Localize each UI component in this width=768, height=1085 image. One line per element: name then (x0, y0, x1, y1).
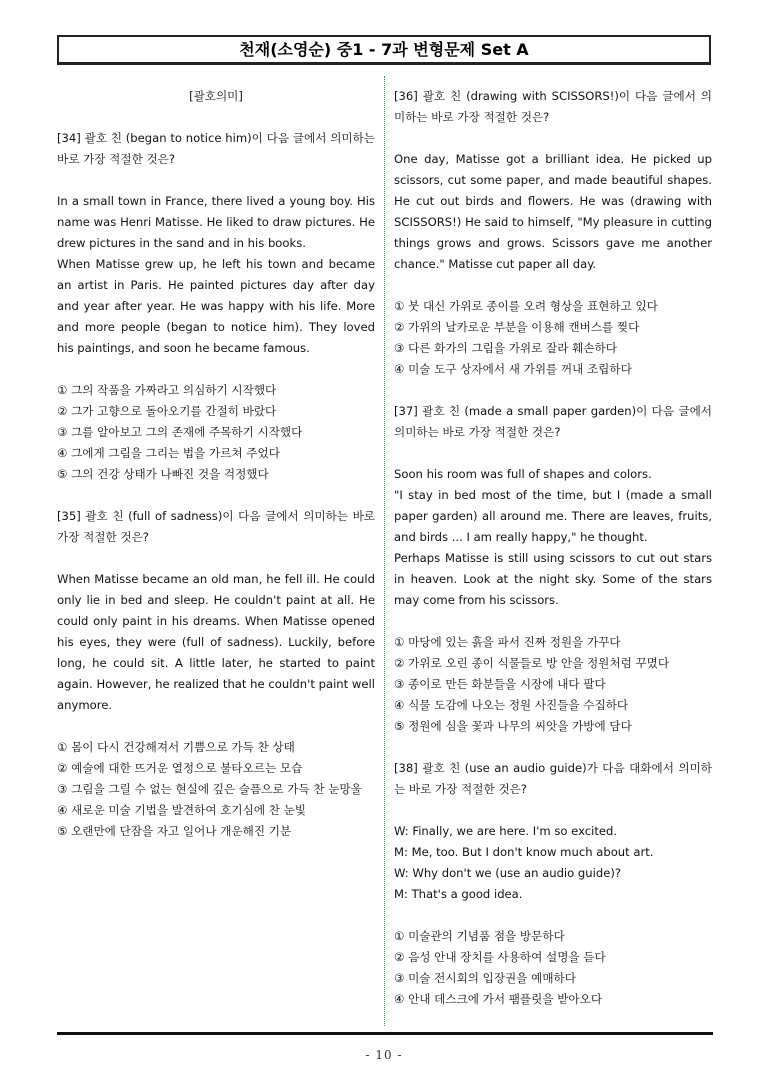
dialogue-line: W: Why don't we (use an audio guide)? (394, 866, 622, 880)
question-35-option: ② 예술에 대한 뜨거운 열정으로 불타오르는 모습 (57, 761, 303, 775)
question-35-option: ⑤ 오랜만에 단잠을 자고 일어나 개운해진 기분 (57, 824, 292, 838)
question-36-option: ② 가위의 날카로운 부분을 이용해 캔버스를 찢다 (394, 320, 640, 334)
right-column (394, 86, 712, 1010)
question-38-option: ③ 미술 전시회의 입장권을 예매하다 (394, 971, 576, 985)
page-title: 천재(소영순) 중1 - 7과 변형문제 Set A (57, 35, 711, 65)
question-34-option: ④ 그에게 그림을 그리는 법을 가르쳐 주었다 (57, 446, 280, 460)
question-36-option: ③ 다른 화가의 그림을 가위로 잘라 훼손하다 (394, 341, 617, 355)
question-37-option: ① 마당에 있는 흙을 파서 진짜 정원을 가꾸다 (394, 635, 621, 649)
question-38-option: ② 음성 안내 장치를 사용하여 설명을 듣다 (394, 950, 606, 964)
question-38-prompt: [38] 괄호 친 (use an audio guide)가 다음 대화에서 의미하는 바로 가장 적절한 것은? (394, 761, 712, 796)
question-36-option: ① 붓 대신 가위로 종이를 오려 형상을 표현하고 있다 (394, 299, 658, 313)
question-34-option: ② 그가 고향으로 돌아오기를 간절히 바랐다 (57, 404, 277, 418)
section-heading: [괄호의미] (189, 89, 243, 103)
left-column (57, 86, 375, 842)
question-38-option: ④ 안내 데스크에 가서 팸플릿을 받아오다 (394, 992, 603, 1006)
column-divider (384, 76, 385, 1026)
question-37-option: ⑤ 정원에 심을 꽃과 나무의 씨앗을 가방에 담다 (394, 719, 632, 733)
question-36-option: ④ 미술 도구 상자에서 새 가위를 꺼내 조립하다 (394, 362, 632, 376)
question-34-option: ③ 그를 알아보고 그의 존재에 주목하기 시작했다 (57, 425, 303, 439)
question-36-prompt: [36] 괄호 친 (drawing with SCISSORS!)이 다음 글에서 의미하는 바로 가장 적절한 것은? (394, 89, 712, 124)
question-37-option: ② 가위로 오린 종이 식물들로 방 안을 정원처럼 꾸몄다 (394, 656, 670, 670)
question-38-option: ① 미술관의 기념품 점을 방문하다 (394, 929, 565, 943)
question-34-option: ① 그의 작품을 가짜라고 의심하기 시작했다 (57, 383, 277, 397)
question-36-passage: One day, Matisse got a brilliant idea. He picked up scissors, cut some paper, and made beautiful shapes. He cut out birds and flowers. He was (drawing with SCISSORS!) He said to himself, "My pleasure in cutting things grows and grows. Scissors gave me another chance." Matisse cut paper all day. (394, 152, 712, 271)
question-35-option: ① 몸이 다시 건강해져서 기쁨으로 가득 찬 상태 (57, 740, 295, 754)
footer-rule (57, 1032, 713, 1035)
question-35-passage: When Matisse became an old man, he fell ill. He could only lie in bed and sleep. He couldn't paint at all. He could only paint in his dreams. When Matisse opened his eyes, they were (full of sadness). Luckily, before long, he could sit. A little later, he started to paint again. However, he realized that he couldn't paint well anymore. (57, 572, 375, 712)
dialogue-line: M: That's a good idea. (394, 887, 523, 901)
dialogue-line: M: Me, too. But I don't know much about art. (394, 845, 654, 859)
question-37-prompt: [37] 괄호 친 (made a small paper garden)이 다음 글에서 의미하는 바로 가장 적절한 것은? (394, 404, 712, 439)
question-37-passage: "I stay in bed most of the time, but I (made a small paper garden) all around me. There are leaves, fruits, and birds ... I am really happy," he thought. (394, 488, 712, 544)
question-34-option: ⑤ 그의 건강 상태가 나빠진 것을 걱정했다 (57, 467, 269, 481)
dialogue-line: W: Finally, we are here. I'm so excited. (394, 824, 618, 838)
question-34-passage: When Matisse grew up, he left his town and became an artist in Paris. He painted pictures day after day and year after year. He was happy with his life. More and more people (began to notice him). They loved his paintings, and soon he became famous. (57, 257, 375, 355)
question-35-option: ④ 새로운 미술 기법을 발견하여 호기심에 찬 눈빛 (57, 803, 306, 817)
question-35-option: ③ 그림을 그릴 수 없는 현실에 깊은 슬픔으로 가득 찬 눈망울 (57, 782, 362, 796)
page-number: - 10 - (365, 1048, 403, 1062)
question-34-prompt: [34] 괄호 친 (began to notice him)이 다음 글에서 의미하는 바로 가장 적절한 것은? (57, 131, 375, 166)
question-37-passage: Perhaps Matisse is still using scissors to cut out stars in heaven. Look at the night sky. Some of the stars may come from his scissors. (394, 551, 712, 607)
question-37-option: ④ 식물 도감에 나오는 정원 사진들을 수집하다 (394, 698, 629, 712)
question-37-option: ③ 종이로 만든 화분들을 시장에 내다 팔다 (394, 677, 606, 691)
question-34-passage: In a small town in France, there lived a young boy. His name was Henri Matisse. He liked to draw pictures. He drew pictures in the sand and in his books. (57, 194, 375, 250)
question-35-prompt: [35] 괄호 친 (full of sadness)이 다음 글에서 의미하는 바로 가장 적절한 것은? (57, 509, 375, 544)
question-37-passage: Soon his room was full of shapes and colors. (394, 467, 652, 481)
